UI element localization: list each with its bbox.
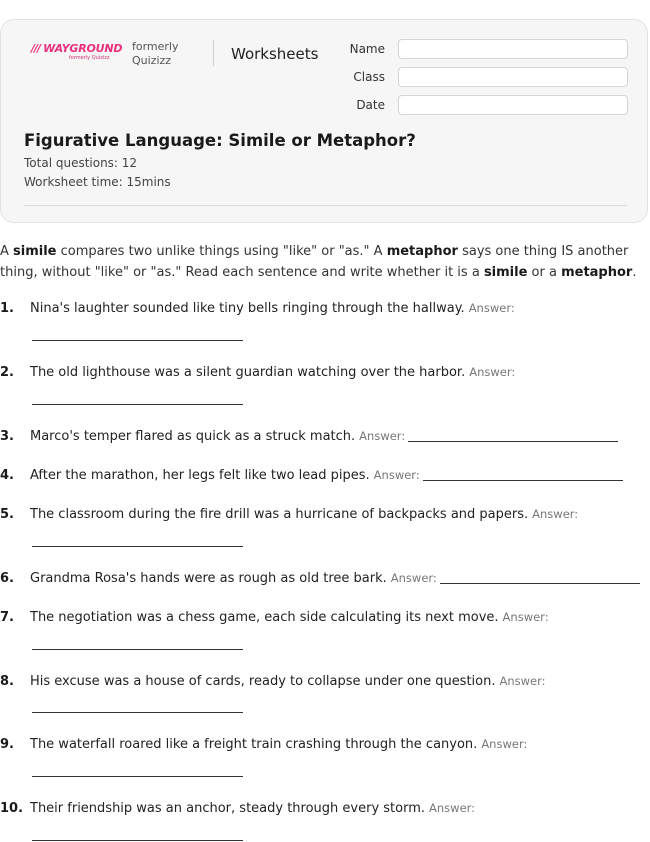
answer-label: Answer: <box>532 507 579 521</box>
worksheet-time: Worksheet time: 15mins <box>24 175 171 189</box>
question-number: 6. <box>0 571 14 586</box>
question-text: The classroom during the fire drill was a hurricane of backpacks and papers. <box>30 507 529 522</box>
simile-term: simile <box>13 244 57 259</box>
question-number: 7. <box>0 610 14 625</box>
header-divider <box>213 40 214 66</box>
answer-line-10[interactable] <box>32 840 243 841</box>
answer-label: Answer: <box>469 365 516 379</box>
answer-line-7[interactable] <box>32 649 243 650</box>
answer-line-4[interactable] <box>423 479 623 481</box>
question-number: 2. <box>0 365 14 380</box>
answer-line-5[interactable] <box>32 546 243 547</box>
answer-line-1[interactable] <box>32 340 243 341</box>
answer-label: Answer: <box>499 674 546 688</box>
name-field[interactable] <box>398 39 628 59</box>
question-text: Grandma Rosa's hands were as rough as old tree bark. <box>30 571 387 586</box>
question-number: 1. <box>0 301 14 316</box>
question-number: 10. <box>0 801 24 816</box>
class-label: Class <box>353 70 385 84</box>
question-text: The waterfall roared like a freight train crashing through the canyon. <box>30 737 478 752</box>
question-text: His excuse was a house of cards, ready to collapse under one question. <box>30 674 496 689</box>
question-text: Their friendship was an anchor, steady through every storm. <box>30 801 426 816</box>
name-label: Name <box>349 42 385 56</box>
answer-line-2[interactable] <box>32 404 243 405</box>
answer-label: Answer: <box>390 571 437 585</box>
worksheets-label: Worksheets <box>231 45 319 63</box>
total-questions: Total questions: 12 <box>24 156 138 170</box>
answer-label: Answer: <box>502 610 549 624</box>
question-number: 9. <box>0 737 14 752</box>
answer-line-9[interactable] <box>32 776 243 777</box>
answer-line-3[interactable] <box>408 440 618 442</box>
answer-line-6[interactable] <box>440 582 640 584</box>
answer-label: Answer: <box>468 301 515 315</box>
answer-label: Answer: <box>359 429 406 443</box>
question-number: 3. <box>0 429 14 444</box>
formerly-quizizz-label: formerly Quizizz <box>132 40 179 67</box>
instructions: A simile compares two unlike things using "like" or "as." A metaphor says one thing IS another thing, without "like" or "as." Read each sentence and write whether it is a simile or a metaphor. <box>0 244 637 280</box>
answer-label: Answer: <box>429 801 476 815</box>
answer-label: Answer: <box>373 468 420 482</box>
worksheet-title: Figurative Language: Simile or Metaphor? <box>24 131 416 150</box>
question-text: Nina's laughter sounded like tiny bells ringing through the hallway. <box>30 301 465 316</box>
question-text: Marco's temper flared as quick as a struck match. <box>30 429 356 444</box>
worksheet-header <box>0 19 648 223</box>
wayground-logo: /// WAYGROUND formerly Quizizz <box>31 42 123 61</box>
question-text: After the marathon, her legs felt like two lead pipes. <box>30 468 370 483</box>
question-text: The old lighthouse was a silent guardian watching over the harbor. <box>30 365 466 380</box>
metaphor-term: metaphor <box>386 244 458 259</box>
answer-label: Answer: <box>481 737 528 751</box>
date-label: Date <box>356 98 385 112</box>
date-field[interactable] <box>398 95 628 115</box>
class-field[interactable] <box>398 67 628 87</box>
logo-subtext: formerly Quizizz <box>69 55 110 61</box>
question-number: 8. <box>0 674 14 689</box>
header-rule <box>24 205 627 206</box>
question-number: 4. <box>0 468 14 483</box>
answer-line-8[interactable] <box>32 712 243 713</box>
question-number: 5. <box>0 507 14 522</box>
logo-brand: WAYGROUND <box>43 42 123 55</box>
question-text: The negotiation was a chess game, each side calculating its next move. <box>30 610 499 625</box>
